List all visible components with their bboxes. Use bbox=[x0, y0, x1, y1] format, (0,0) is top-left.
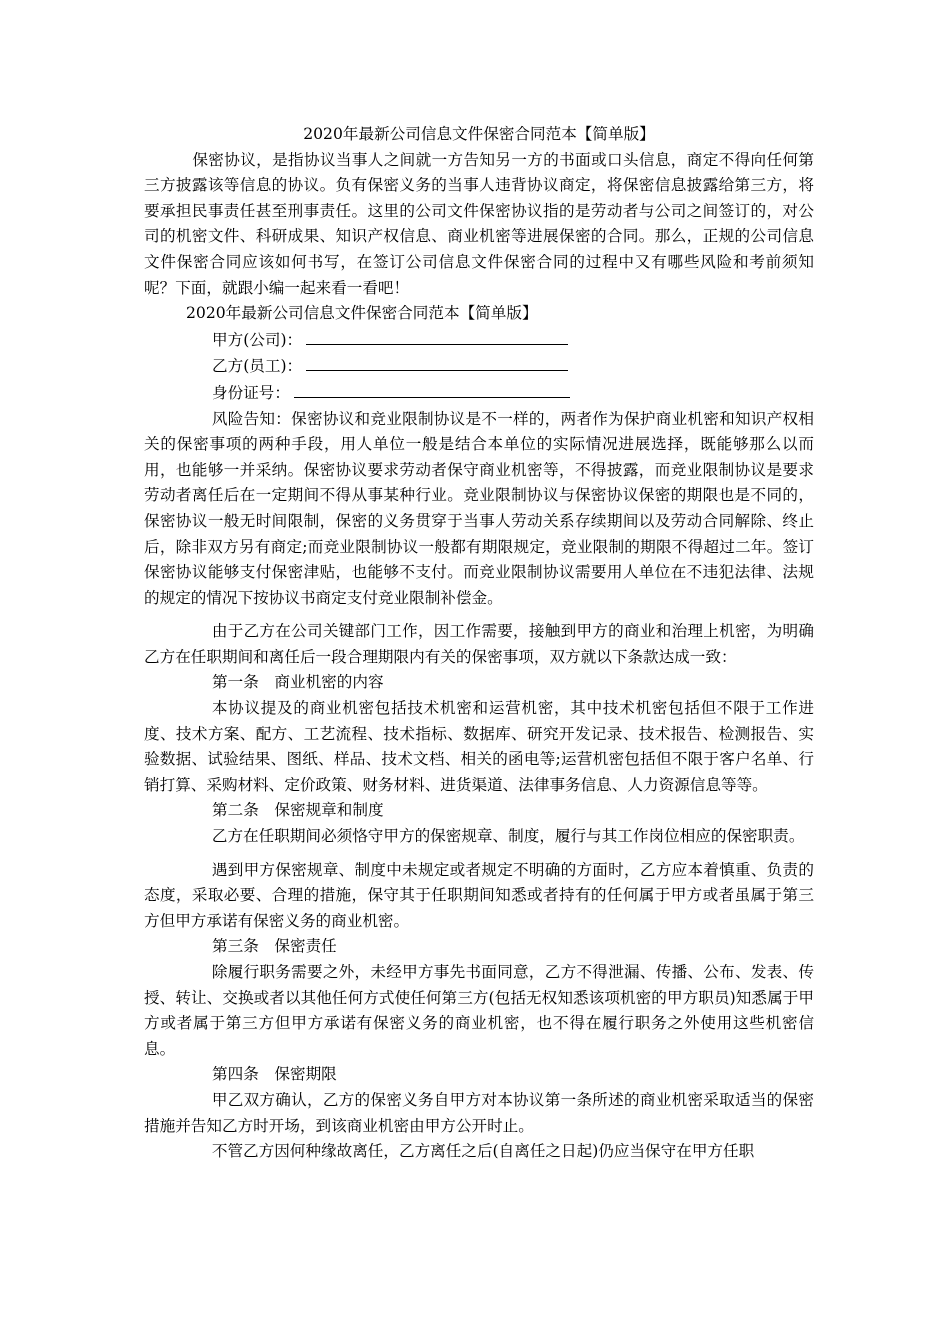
party-a-blank bbox=[306, 327, 568, 345]
article-2-text-2: 遇到甲方保密规章、制度中未规定或者规定不明确的方面时，乙方应本着慎重、负责的态度，采取必要、合理的措施，保守其于任职期间知悉或者持有的任何属于甲方或者虽属于第三方但甲方承诺有保密义务的商业机密。 bbox=[144, 860, 814, 930]
article-2-heading: 第二条 保密规章和制度 bbox=[212, 801, 384, 820]
party-a-field bbox=[144, 327, 814, 354]
document-page bbox=[144, 122, 814, 1165]
risk-notice-paragraph: 风险告知：保密协议和竞业限制协议是不一样的，两者作为保护商业机密和知识产权相关的保密事项的两种手段，用人单位一般是结合本单位的实际情况进展选择，既能够那么以而用，也能够一并采纳。保密协议要求劳动者保守商业机密等，不得披露，而竞业限制协议是要求劳动者离任后在一定期间不得从事某种行业。竞业限制协议与保密协议保密的期限也是不同的，保密协议一般无时间限制，保密的义务贯穿于当事人劳动关系存续期间以及劳动合同解除、终止后，除非双方另有商定;而竞业限制协议一般都有期限规定，竞业限制的期限不得超过二年。签订保密协议能够支付保密津贴，也能够不支付。而竞业限制协议需要用人单位在不违犯法律、法规的规定的情况下按协议书商定支付竞业限制补偿金。 bbox=[144, 409, 814, 607]
article-2-text-1: 乙方在任职期间必须恪守甲方的保密规章、制度，履行与其工作岗位相应的保密职责。 bbox=[211, 827, 805, 846]
party-b-blank bbox=[306, 353, 568, 371]
intro-paragraph: 保密协议，是指协议当事人之间就一方告知另一方的书面或口头信息，商定不得向任何第三方披露该等信息的协议。负有保密义务的当事人违背协议商定，将保密信息披露给第三方，将要承担民事责任甚至刑事责任。这里的公司文件保密协议指的是劳动者与公司之间签订的，对公司的机密文件、科研成果、知识产权信息、商业机密等进展保密的合同。那么，正规的公司信息文件保密合同应该如何书写，在签订公司信息文件保密合同的过程中又有哪些风险和考前须知呢？下面，就跟小编一起来看一看吧！ bbox=[144, 150, 814, 297]
preamble-paragraph: 由于乙方在公司关键部门工作，因工作需要，接触到甲方的商业和治理上机密，为明确乙方在任职期间和离任后一段合理期限内有关的保密事项，双方就以下条款达成一致： bbox=[144, 622, 814, 666]
article-3-text: 除履行职务需要之外，未经甲方事先书面同意，乙方不得泄漏、传播、公布、发表、传授、转让、交换或者以其他任何方式使任何第三方(包括无权知悉该项机密的甲方职员)知悉属于甲方或者属于第三方但甲方承诺有保密义务的商业机密，也不得在履行职务之外使用这些机密信息。 bbox=[144, 963, 814, 1058]
article-3-heading: 第三条 保密责任 bbox=[212, 937, 337, 956]
party-b-field bbox=[144, 353, 814, 380]
party-b-label: 乙方(员工)： bbox=[212, 357, 303, 376]
party-a-label: 甲方(公司)： bbox=[212, 330, 303, 349]
contract-subtitle: 2020年最新公司信息文件保密合同范本【简单版】 bbox=[186, 304, 538, 323]
article-4-text-2: 不管乙方因何种缘故离任，乙方离任之后(自离任之日起)仍应当保守在甲方任职 bbox=[211, 1142, 755, 1161]
id-number-label: 身份证号： bbox=[212, 383, 290, 402]
article-1-heading: 第一条 商业机密的内容 bbox=[212, 673, 384, 692]
document-title: 2020年最新公司信息文件保密合同范本【简单版】 bbox=[303, 125, 655, 143]
article-4-text-1: 甲乙双方确认，乙方的保密义务自甲方对本协议第一条所述的商业机密采取适当的保密措施并告知乙方时开场，到该商业机密由甲方公开时止。 bbox=[144, 1090, 814, 1135]
article-4-heading: 第四条 保密期限 bbox=[212, 1065, 337, 1084]
id-number-blank bbox=[294, 380, 570, 398]
article-1-text: 本协议提及的商业机密包括技术机密和运营机密，其中技术机密包括但不限于工作进度、技术方案、配方、工艺流程、技术指标、数据库、研究开发记录、技术报告、检测报告、实验数据、试验结果、图纸、样品、技术文档、相关的函电等;运营机密包括但不限于客户名单、行销打算、采购材料、定价政策、财务材料、进货渠道、法律事务信息、人力资源信息等等。 bbox=[144, 699, 814, 794]
id-number-field bbox=[144, 380, 814, 407]
